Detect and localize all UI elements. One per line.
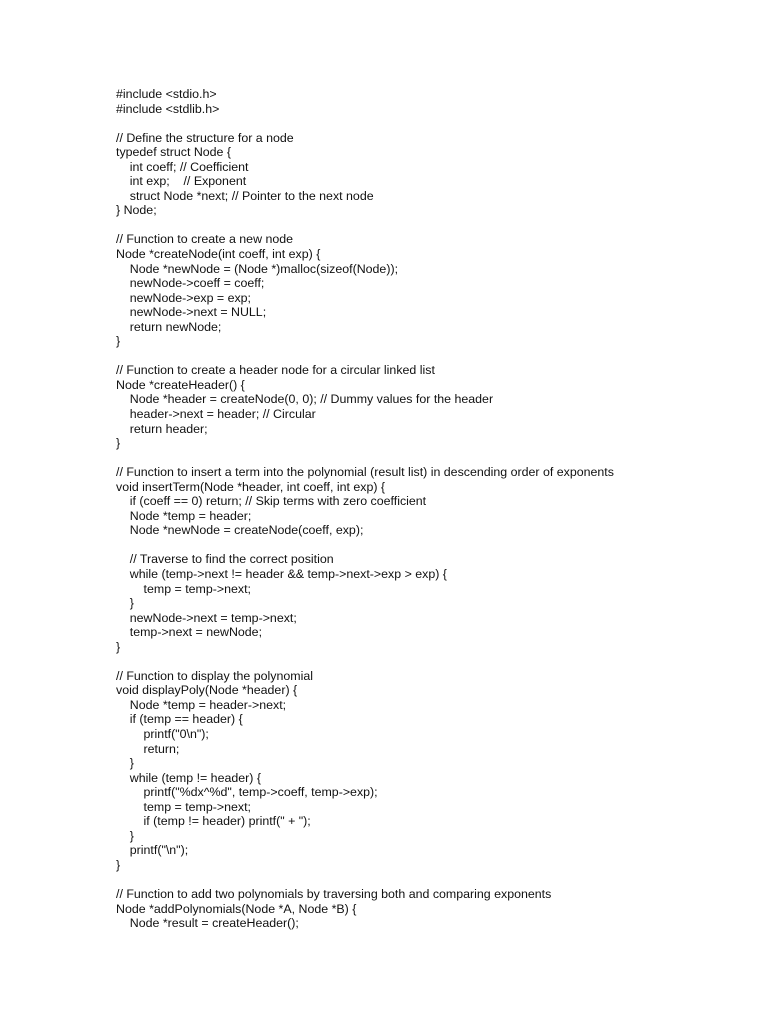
code-line: // Function to create a new node <box>116 232 294 247</box>
code-line <box>116 654 736 669</box>
code-line: #include <stdio.h> <box>116 87 217 101</box>
code-line: newNode->next = temp->next; <box>116 610 297 625</box>
code-line: printf("0\n"); <box>116 726 209 741</box>
code-line: void displayPoly(Node *header) { <box>116 683 298 698</box>
code-line: temp = temp->next; <box>116 799 251 814</box>
code-line: if (coeff == 0) return; // Skip terms with zero coefficient <box>116 494 427 509</box>
code-line: // Traverse to find the correct position <box>116 552 334 567</box>
code-line: Node *temp = header; <box>116 508 252 523</box>
code-listing <box>116 87 736 931</box>
code-line: Node *newNode = (Node *)malloc(sizeof(Node)); <box>116 261 399 276</box>
code-line: newNode->coeff = coeff; <box>116 276 265 291</box>
code-line <box>116 872 736 887</box>
code-line: Node *header = createNode(0, 0); // Dummy values for the header <box>116 392 494 407</box>
code-line: } <box>116 639 121 654</box>
code-line: temp->next = newNode; <box>116 625 263 640</box>
code-line: Node *createNode(int coeff, int exp) { <box>116 246 321 261</box>
code-line: printf("\n"); <box>116 843 189 858</box>
code-line: } <box>116 756 134 771</box>
code-line: return; <box>116 741 180 756</box>
code-line: // Function to insert a term into the polynomial (result list) in descending order of exponents <box>116 465 614 480</box>
code-line <box>116 349 736 364</box>
code-line: #include <stdlib.h> <box>116 101 220 116</box>
code-line: Node *newNode = createNode(coeff, exp); <box>116 523 364 538</box>
code-line: return newNode; <box>116 319 222 334</box>
code-line: while (temp->next != header && temp->next->exp > exp) { <box>116 566 447 581</box>
code-line: temp = temp->next; <box>116 581 251 596</box>
code-line <box>116 538 736 553</box>
code-line: } <box>116 436 121 451</box>
code-line: if (temp != header) printf(" + "); <box>116 814 311 829</box>
code-line: struct Node *next; // Pointer to the next node <box>116 188 374 203</box>
code-line: int coeff; // Coefficient <box>116 159 249 174</box>
code-line: Node *createHeader() { <box>116 377 245 392</box>
code-line: } Node; <box>116 203 157 218</box>
code-line: return header; <box>116 421 208 436</box>
code-line: // Function to add two polynomials by traversing both and comparing exponents <box>116 886 552 901</box>
code-line: } <box>116 828 134 843</box>
code-line: void insertTerm(Node *header, int coeff, int exp) { <box>116 479 386 494</box>
code-line: header->next = header; // Circular <box>116 406 316 421</box>
code-line: if (temp == header) { <box>116 712 243 727</box>
code-line: } <box>116 596 134 611</box>
code-line <box>116 218 736 233</box>
code-line: int exp; // Exponent <box>116 174 247 189</box>
code-line: Node *addPolynomials(Node *A, Node *B) { <box>116 901 357 916</box>
code-line: } <box>116 857 121 872</box>
code-line <box>116 116 736 131</box>
code-line: newNode->exp = exp; <box>116 290 252 305</box>
code-line: // Function to create a header node for a circular linked list <box>116 363 435 378</box>
code-line <box>116 451 736 466</box>
code-line: } <box>116 334 121 349</box>
code-line: // Define the structure for a node <box>116 130 294 145</box>
code-line: // Function to display the polynomial <box>116 668 313 683</box>
code-line: printf("%dx^%d", temp->coeff, temp->exp); <box>116 785 378 800</box>
code-line: newNode->next = NULL; <box>116 305 267 320</box>
code-line: while (temp != header) { <box>116 770 261 785</box>
code-line: Node *temp = header->next; <box>116 697 287 712</box>
code-line: typedef struct Node { <box>116 145 232 160</box>
code-line: Node *result = createHeader(); <box>116 916 299 931</box>
